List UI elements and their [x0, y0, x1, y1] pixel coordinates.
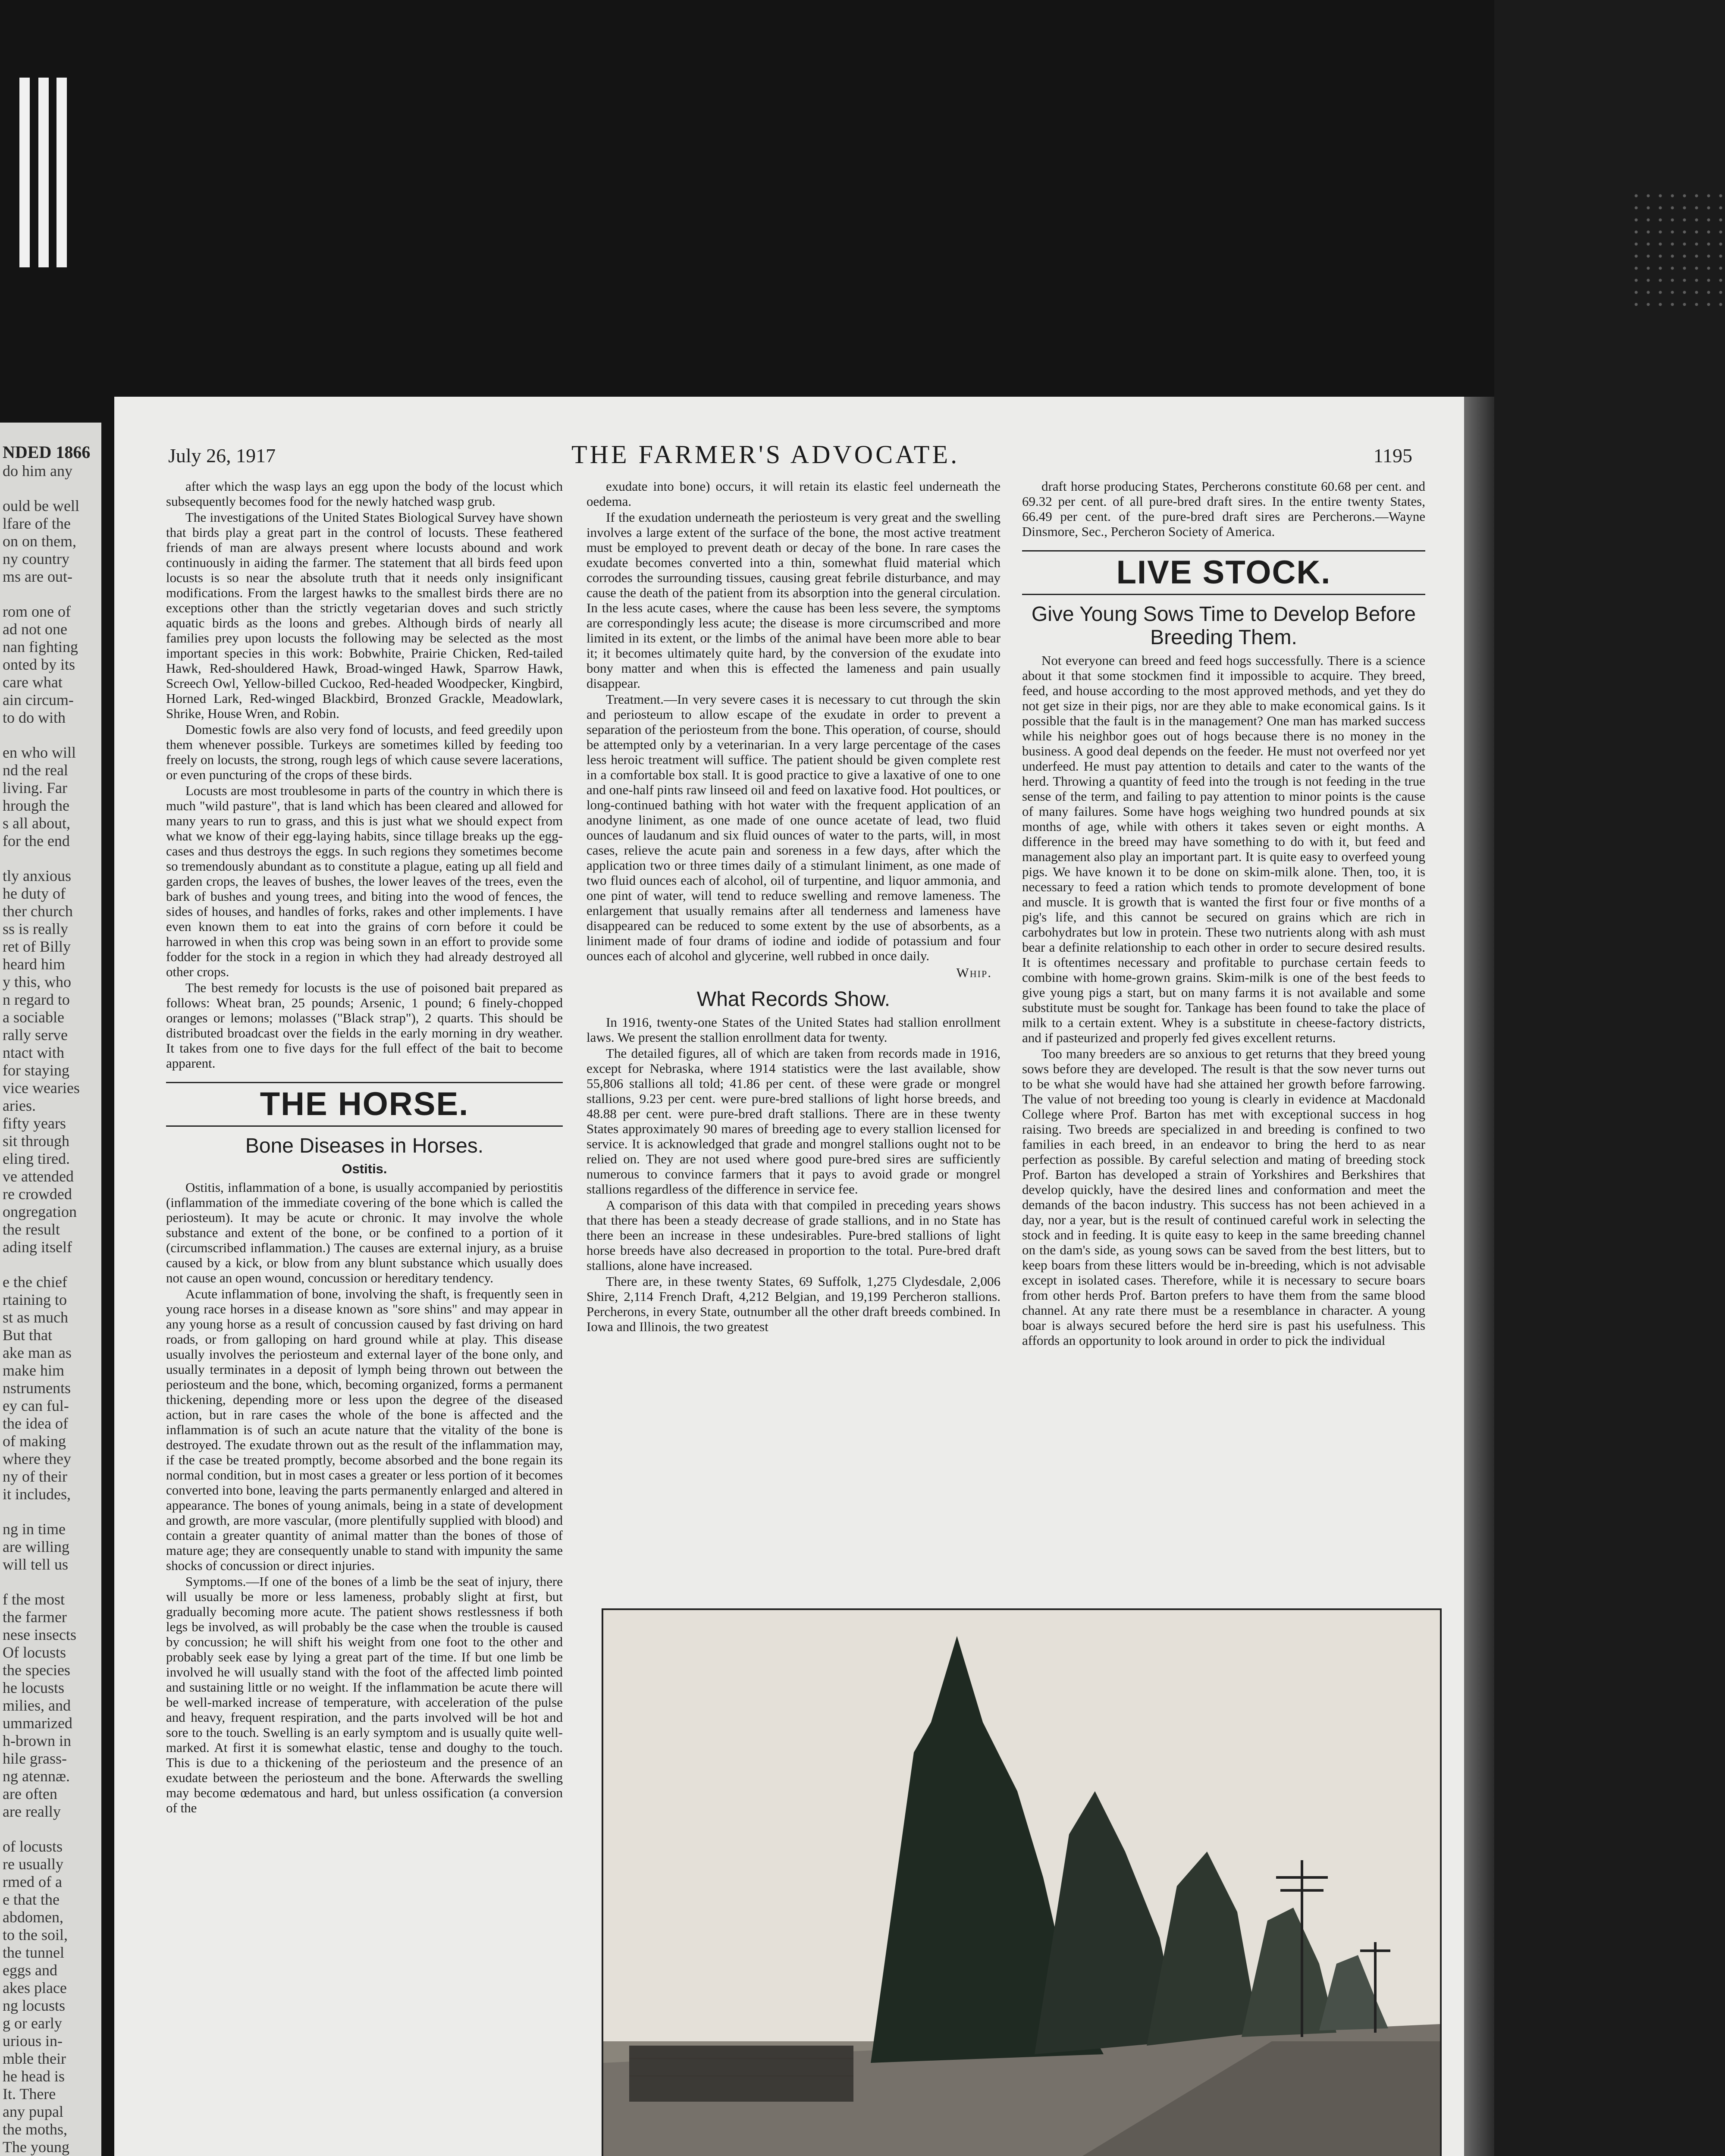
text-fragment: [0, 727, 101, 744]
text-fragment: [0, 1503, 101, 1520]
text-fragment: n regard to: [3, 991, 70, 1008]
text-fragment: to the soil,: [3, 1926, 68, 1943]
paragraph: The detailed figures, all of which are taken from records made in 1916, except for Nebraska, where 1914 statistics were the last available, show 55,806 stallions all told; 41.86 per cent. of these were grade or mongrel stallions, 9.23 per cent. were pure-bred stallions of light horse breeds, and 48.88 per cent. were pure-bred draft stallions. There are in these twenty States approximately 90 mares of breeding age to every stallion licensed for service. It is acknowledged that grade and mongrel stallions ought not to be relied on. They are not used where good pure-bred sires are sufficiently numerous to convince farmers that it pays to avoid grade or mongrel stallions regardless of the difference in service fee.: [586, 1046, 1000, 1197]
text-fragment: ng atennæ.: [3, 1767, 70, 1785]
text-fragment: heard him: [3, 956, 65, 973]
text-fragment: It. There: [3, 2085, 56, 2103]
author-signature: Whip.: [956, 965, 992, 980]
page-number: 1195: [1373, 445, 1412, 467]
text-fragment: y this, who: [3, 973, 72, 990]
text-fragment: The young: [3, 2138, 69, 2156]
text-fragment: [0, 1573, 101, 1591]
text-fragment: ake man as: [3, 1344, 72, 1361]
locust-article-continuation: [166, 479, 563, 1071]
what-records-show-body: [586, 1015, 1000, 1334]
previous-page-fragment: [0, 423, 101, 2156]
text-fragment: en who will: [3, 744, 76, 761]
paragraph: In 1916, twenty-one States of the United States had stallion enrollment laws. We present the stallion enrollment data for twenty.: [586, 1015, 1000, 1045]
bone-diseases-body: [166, 1180, 563, 1815]
text-fragment: ng in time: [3, 1520, 66, 1538]
paragraph: after which the wasp lays an egg upon the body of the locust which subsequently becomes food for the newly hatched wasp grub.: [166, 479, 563, 509]
text-fragment: [0, 1821, 101, 1838]
text-fragment: ad not one: [3, 620, 67, 638]
paragraph: Ostitis, inflammation of a bone, is usually accompanied by periostitis (inflammation of the immediate covering of the bone which is called the periosteum). It may be acute or chronic. It may involve the whole substance and extent of the bone, or be confined to a portion of it (circumscribed inflammation.) The causes are external injury, as a bruise caused by a kick, or blow from any blunt substance which usually does not cause an open wound, concussion or hereditary tendency.: [166, 1180, 563, 1285]
text-fragment: [0, 850, 101, 867]
paragraph: Symptoms.—If one of the bones of a limb be the seat of injury, there will usually be more or less lameness, probably slight at first, but gradually becoming more acute. The patient shows restlessness if both legs be involved, as will probably be the case when the trouble is caused by concussion; he will shift his weight from one foot to the other and probably seek ease by lying a great part of the time. If but one limb be involved he will usually stand with the foot of the affected limb pointed and sustaining little or no weight. If the inflammation be acute there will be well-marked increase of temperature, with acceleration of the pulse and heavy, frequent respiration, and the parts involved will be hot and sore to the touch. Swelling is an early symptom and is usually quite well-marked. At first it is somewhat elastic, tense and doughy to the touch. This is due to a thickening of the periosteum and the presence of an exudate between the periosteum and the bone. Afterwards the swelling may become œdematous and hard, but unless ossification (a conversion of the: [166, 1574, 563, 1815]
article-subtitle-ostitis: Ostitis.: [342, 1161, 387, 1176]
previous-page-text-fragments: [0, 462, 101, 2156]
article-title-what-records-show: What Records Show.: [696, 988, 891, 1011]
paragraph: Domestic fowls are also very fond of locusts, and feed greedily upon them whenever possible. Turkeys are sometimes killed by feeding too freely on locusts, the strong, rough legs of which cause severe lacerations, or even puncturing of the crops of these birds.: [166, 722, 563, 782]
text-fragment: the tunnel: [3, 1944, 64, 1961]
text-fragment: mble their: [3, 2050, 66, 2067]
text-fragment: hrough the: [3, 797, 69, 814]
text-fragment: are willing: [3, 1538, 69, 1555]
text-fragment: Of locusts: [3, 1644, 66, 1661]
paragraph: draft horse producing States, Percherons constitute 60.68 per cent. and 69.32 per cent. of all pure-bred draft sires. In the entire twenty States, 66.49 per cent. of the pure-bred draft sires are Percherons.—Wayne Dinsmore, Sec., Percheron Society of America.: [1022, 479, 1425, 539]
scan-artifact-dots: [1630, 190, 1725, 306]
binding-marks: [19, 78, 67, 267]
text-fragment: akes place: [3, 1979, 67, 1996]
text-fragment: ms are out-: [3, 568, 72, 585]
text-fragment: nan fighting: [3, 638, 78, 655]
text-fragment: the farmer: [3, 1608, 67, 1626]
text-fragment: he head is: [3, 2068, 65, 2085]
text-fragment: the result: [3, 1221, 60, 1238]
text-fragment: ongregation: [3, 1203, 77, 1220]
paragraph: The best remedy for locusts is the use of poisoned bait prepared as follows: Wheat bran, 25 pounds; Arsenic, 1 pound; 6 finely-chopped oranges or lemons; molasses ("Black strap"), 2 quarts. This should be distributed broadcast over the fields in the early morning in dry weather. It takes from one to five days for the full effect of the bait to become apparent.: [166, 980, 563, 1071]
text-fragment: e the chief: [3, 1273, 67, 1291]
text-fragment: re crowded: [3, 1185, 72, 1203]
text-fragment: he locusts: [3, 1679, 64, 1696]
text-fragment: ve attended: [3, 1168, 74, 1185]
text-fragment: for staying: [3, 1062, 69, 1079]
text-fragment: ny country: [3, 550, 69, 567]
scan-background: [1494, 0, 1725, 2156]
text-fragment: [0, 1256, 101, 1273]
column-1: [166, 479, 563, 2156]
paragraph: If the exudation underneath the periosteum is very great and the swelling involves a large extent of the surface of the bone, the most active treatment must be employed to prevent death or decay of the bone. In rare cases the exudate becomes converted into a thin, somewhat fluid material which corrodes the surrounding tissues, causing great febrile disturbance, and may cause the death of the patient from its absorption into the general circulation. In the less acute cases, where the cause has been less severe, the symptoms are correspondingly less acute; the disease is more circumscribed and more limited in its extent, or the limbs of the animal have been more able to bear it; it becomes ultimately quite hard, by the conversion of the exudate into bony matter and when this is effected the lameness and pain usually disappear.: [586, 510, 1000, 691]
text-fragment: are often: [3, 1785, 57, 1802]
text-fragment: for the end: [3, 832, 70, 849]
page-header: [114, 440, 1464, 470]
text-fragment: sit through: [3, 1132, 70, 1150]
section-heading-live-stock: LIVE STOCK.: [1022, 550, 1425, 595]
paragraph: Locusts are most troublesome in parts of the country in which there is much "wild pasture", that is land which has been cleared and allowed for many years to run to grass, and this is just what we should expect from what we know of their egg-laying habits, since tillage breaks up the egg-cases and thus destroys the eggs. In such regions they sometimes become so tremendously abundant as to constitute a plague, eating up all field and garden crops, the leaves of bushes, the lower leaves of the trees, even the bark of bushes and young trees, and biting into the wood of fences, the sides of houses, and handles of forks, rakes and other implements. I have even known them to eat into the grains of corn before it could be harrowed in when this crop was being sown in an effort to provide some fodder for the stock in a region in which they had already destroyed all other crops.: [166, 783, 563, 979]
issue-date: July 26, 1917: [168, 445, 276, 467]
text-fragment: [0, 480, 101, 497]
text-fragment: nstruments: [3, 1379, 71, 1397]
section-heading-horse: THE HORSE.: [166, 1082, 563, 1127]
text-fragment: e that the: [3, 1891, 60, 1908]
text-fragment: rmed of a: [3, 1873, 62, 1890]
text-fragment: ng locusts: [3, 1997, 66, 2014]
text-fragment: ain circum-: [3, 691, 74, 708]
text-fragment: to do with: [3, 709, 66, 726]
text-fragment: f the most: [3, 1591, 65, 1608]
text-fragment: vice wearies: [3, 1079, 80, 1097]
text-fragment: ss is really: [3, 920, 68, 937]
text-fragment: it includes,: [3, 1485, 71, 1503]
paragraph: Not everyone can breed and feed hogs successfully. There is a science about it that some stockmen find it impossible to acquire. They breed, feed, and house according to the most approved methods, and yet they do not get size in their pigs, nor are they able to make economical gains. Is it possible that the fault is in the management? One man has marked success while his neighbor goes out of hogs because there is no money in the business. A good deal depends on the feeder. He must not overfeed nor yet underfeed. He must pay attention to details and cater to the wants of the herd. Throwing a quantity of feed into the trough is not feeding in the true sense of the term, and failing to pay attention to minor points is the cause of many failures. Some have hogs weighing two hundred pounds at six months of age, while with others it takes seven or eight months. A difference in the breed may have something to do with it, but feed and management also play an important part. It is quite easy to overfeed young pigs. We have known it to be done on skim-milk alone. Then, too, it is necessary to feed a ration which tends to promote development of bone and muscle. It is growth that is wanted the first four or five months of a pig's life, and this cannot be secured on grains which are rich in carbohydrates but low in protein. These two nutrients along with ash must bear a definite relationship to each other in order to secure desired results. It is oftentimes necessary and profitable to purchase certain feeds to combine with home-grown grains. Skim-milk is one of the best feeds to give young pigs a start, but on many farms it is not available and some substitute must be sought for. Tankage has been found to take the place of milk to a certain extent. Whey is a substitute in cheese-factory districts, and if pasteurized and properly fed gives excellent returns.: [1022, 653, 1425, 1045]
text-fragment: the moths,: [3, 2121, 67, 2138]
paragraph: A comparison of this data with that compiled in preceding years shows that there has been a steady decrease of grade stallions, and in no State has there been an increase in these undesirables. Pure-bred stallions of light horse breeds have also decreased in proportion to the total. Pure-bred draft stallions, alone have increased.: [586, 1197, 1000, 1273]
text-fragment: s all about,: [3, 815, 70, 832]
column-2: [586, 479, 1000, 1591]
text-fragment: of making: [3, 1432, 66, 1450]
text-fragment: tly anxious: [3, 867, 71, 884]
text-fragment: h-brown in: [3, 1732, 71, 1749]
text-fragment: of locusts: [3, 1838, 63, 1855]
text-fragment: lfare of the: [3, 515, 71, 532]
records-article-continuation: [1022, 479, 1425, 539]
text-fragment: st as much: [3, 1309, 68, 1326]
text-fragment: care what: [3, 674, 63, 691]
text-fragment: nd the real: [3, 761, 68, 779]
text-fragment: living. Far: [3, 779, 67, 796]
text-fragment: any pupal: [3, 2103, 63, 2120]
text-fragment: aries.: [3, 1097, 36, 1114]
text-fragment: the species: [3, 1661, 70, 1679]
text-fragment: he duty of: [3, 885, 66, 902]
text-fragment: urious in-: [3, 2032, 63, 2049]
text-fragment: rally serve: [3, 1026, 68, 1044]
text-fragment: fifty years: [3, 1115, 66, 1132]
previous-page-running-head: NDED 1866: [3, 442, 91, 462]
text-fragment: milies, and: [3, 1697, 71, 1714]
paragraph: exudate into bone) occurs, it will retain its elastic feel underneath the oedema.: [586, 479, 1000, 509]
paragraph: There are, in these twenty States, 69 Suffolk, 1,275 Clydesdale, 2,006 Shire, 2,114 French Draft, 4,212 Belgian, and 19,199 Percheron stallions. Percherons, in every State, outnumber all the other draft breeds combined. In Iowa and Illinois, the two greatest: [586, 1274, 1000, 1334]
farm-photograph: [602, 1608, 1442, 2156]
text-fragment: are really: [3, 1803, 61, 1820]
text-fragment: onted by its: [3, 656, 75, 673]
text-fragment: will tell us: [3, 1556, 68, 1573]
article-title-bone-diseases: Bone Diseases in Horses.: [245, 1134, 484, 1157]
paragraph: Treatment.—In very severe cases it is necessary to cut through the skin and periosteum to allow escape of the exudate in order to prevent a separation of the periosteum from the bone. This operation, of course, should be attempted only by a veterinarian. In a very large percentage of the cases less heroic treatment will suffice. The patient should be given complete rest in a comfortable box stall. It is good practice to give a laxative of one to one and one-half pints raw linseed oil and feed on laxative food. Hot poultices, or long-continued bathing with hot water with the frequent application of an anodyne liniment, as one made of one ounce acetate of lead, two fluid ounces of laudanum and six fluid ounces of water to the parts, will, in most cases, relieve the acute pain and soreness in a few days, after which the application two or three times daily of a stimulant liniment, as one made of two fluid ounces each of alcohol, oil of turpentine, and liquor ammonia, and one pint of water, will tend to reduce swelling and remove lameness. The enlargement that usually remains after all tenderness and lameness have disappeared can be reduced to some extent by the use of absorbents, as a liniment made of four drams of iodine and iodide of potassium and four ounces each of alcohol and glycerine, well rubbed in once daily.: [586, 692, 1000, 963]
text-fragment: ould be well: [3, 497, 79, 514]
text-fragment: abdomen,: [3, 1908, 63, 1926]
text-fragment: [0, 586, 101, 603]
publication-title: THE FARMER'S ADVOCATE.: [571, 440, 960, 469]
text-fragment: hile grass-: [3, 1750, 67, 1767]
article-title-young-sows: Give Young Sows Time to Develop Before Breeding Them.: [1031, 603, 1416, 649]
newspaper-page: [114, 397, 1464, 2156]
text-fragment: eggs and: [3, 1962, 57, 1979]
bone-diseases-continuation: [586, 479, 1000, 963]
text-fragment: g or early: [3, 2015, 62, 2032]
text-fragment: re usually: [3, 1855, 63, 1873]
text-fragment: a sociable: [3, 1009, 64, 1026]
text-fragment: ntact with: [3, 1044, 64, 1061]
paragraph: The investigations of the United States Biological Survey have shown that birds play a great part in the control of locusts. These feathered friends of man are always present where locusts abound and work continuously in aiding the farmer. The statement that all birds feed upon locusts is so near the absolute truth that it needs only insignificant modifications. From the largest hawks to the smallest birds there are no exceptions other than the strictly vegetarian doves and such strictly aquatic birds as the loons and grebes. Although birds of nearly all families prey upon locusts the following may be selected as the most important species in this work: Bobwhite, Prairie Chicken, Red-tailed Hawk, Red-shouldered Hawk, Broad-winged Hawk, Sparrow Hawk, Screech Owl, Yellow-billed Cuckoo, Red-headed Woodpecker, Kingbird, Horned Lark, Red-winged Blackbird, Bronzed Grackle, Meadowlark, Shrike, House Wren, and Robin.: [166, 510, 563, 721]
page-edge-shadow: [1464, 397, 1494, 2156]
text-fragment: eling tired.: [3, 1150, 70, 1167]
text-fragment: ey can ful-: [3, 1397, 69, 1414]
text-fragment: ading itself: [3, 1238, 72, 1256]
young-sows-body: [1022, 653, 1425, 1348]
paragraph: Acute inflammation of bone, involving the shaft, is frequently seen in young race horses in a disease known as "sore shins" and may appear in any young horse as a result of concussion caused by fast driving on hard roads, or from galloping on hard ground while at play. This disease usually involves the periosteum and external layer of the bone only, and usually terminates in a deposit of lymph being thrown out between the periosteum and the bone, which, becoming organized, forms a permanent thickening, depending more or less upon the degree of the diseased action, but in rare cases the whole of the bone is affected and the inflammation is of such an acute nature that the vitality of the bone is destroyed. The exudate thrown out as the result of the inflammation may, if the case be treated promptly, become absorbed and the bone regain its normal condition, but in most cases a greater or less portion of it becomes converted into bone, leaving the parts permanently enlarged and altered in appearance. The bones of young animals, being in a state of development and growth, are more vascular, (more plentifully supplied with blood) and contain a greater quantity of animal matter than the bones of those of mature age; they are consequently unable to stand with impunity the same shocks of concussion or direct injuries.: [166, 1286, 563, 1573]
text-fragment: ret of Billy: [3, 938, 71, 955]
text-fragment: do him any: [3, 462, 72, 479]
text-fragment: ummarized: [3, 1714, 72, 1732]
text-fragment: ny of their: [3, 1468, 67, 1485]
text-fragment: on on them,: [3, 533, 76, 550]
text-fragment: nese insects: [3, 1626, 76, 1643]
text-fragment: But that: [3, 1326, 52, 1344]
text-fragment: where they: [3, 1450, 71, 1467]
text-fragment: the idea of: [3, 1415, 68, 1432]
text-fragment: rom one of: [3, 603, 71, 620]
text-fragment: ther church: [3, 903, 73, 920]
paragraph: Too many breeders are so anxious to get returns that they breed young sows before they are developed. The result is that the sow never turns out to be what she would have had she attained her growth before farrowing. The value of not breeding too young is clearly in evidence at Macdonald College where Prof. Barton has met with exceptional success in hog raising. Two breeds are specialized in and breeding is confined to two families in each breed, in an endeavor to bring the herd to as near perfection as possible. By careful selection and mating of breeding stock Prof. Barton has developed a strain of Yorkshires and Berkshires that develop quickly, have the desired lines and conformation and meet the demands of the bacon industry. This success has not been achieved in a day, nor a year, but is the result of continued careful work in selecting the stock and in feeding. It is quite easy to keep in the same breeding channel on the dam's side, as young sows can be saved from the best litters, but to keep boars from these litters would be in-breeding, which is not advisable except in isolated cases. Therefore, while it is necessary to secure boars from other herds Prof. Barton prefers to have them from the same blood channel. At any rate there must be a resemblance in character. A young boar is always secured before the herd sire is past his usefulness. This affords an opportunity to look around in order to pick the individual: [1022, 1046, 1425, 1348]
text-fragment: rtaining to: [3, 1291, 67, 1308]
text-fragment: make him: [3, 1362, 64, 1379]
